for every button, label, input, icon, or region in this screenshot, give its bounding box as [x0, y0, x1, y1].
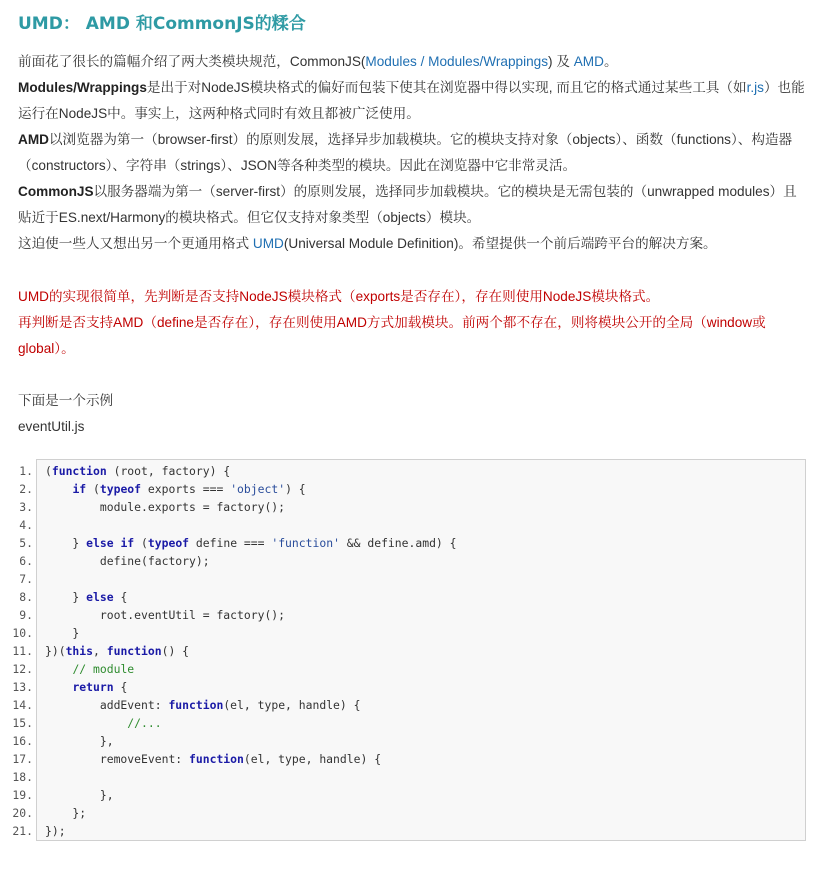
code-line: [37, 768, 805, 786]
example-caption: 下面是一个示例: [18, 393, 114, 408]
code-line: });: [45, 824, 66, 838]
impl-line-2: 再判断是否支持AMD（define是否存在），存在则使用AMD方式加载模块。前两个都不存在，则将模块公开的全局（window或global）。: [18, 315, 766, 356]
code-line: (function (root, factory) {: [45, 464, 231, 478]
intro-paragraph-3: AMD以浏览器为第一（browser-first）的原则发展，选择异步加载模块。它的模块支持对象（objects）、函数（functions）、构造器（constructors）、字符串（strings）、JSON等各种类型的模块。因此在浏览器中它非常灵活。: [18, 132, 793, 173]
line-number: 15.: [12, 716, 33, 730]
link-amd[interactable]: AMD: [573, 54, 604, 69]
line-number: 2.: [19, 482, 33, 496]
code-line: },: [45, 788, 114, 802]
link-rjs[interactable]: r.js: [746, 80, 764, 95]
line-number: 7.: [19, 572, 33, 586]
line-number-gutter: [0, 462, 35, 840]
code-line: removeEvent: function(el, type, handle) {: [45, 752, 382, 766]
code-line: }: [45, 626, 80, 640]
code-line: [37, 570, 805, 588]
impl-line-1: UMD的实现很简单，先判断是否支持NodeJS模块格式（exports是否存在），存在则使用NodeJS模块格式。: [18, 289, 660, 304]
line-number: 4.: [19, 518, 33, 532]
line-number: 9.: [19, 608, 33, 622]
line-number: 13.: [12, 680, 33, 694]
code-line: [37, 516, 805, 534]
line-number: 18.: [12, 770, 33, 784]
line-number: 1.: [19, 464, 33, 478]
implementation-note: [18, 284, 808, 362]
line-number: 14.: [12, 698, 33, 712]
line-number: 5.: [19, 536, 33, 550]
code-lines: [37, 462, 805, 840]
line-number: 6.: [19, 554, 33, 568]
code-line: addEvent: function(el, type, handle) {: [45, 698, 361, 712]
code-line: };: [45, 806, 87, 820]
line-number: 11.: [12, 644, 33, 658]
line-number: 20.: [12, 806, 33, 820]
code-line: })(this, function() {: [45, 644, 190, 658]
code-line: } else {: [45, 590, 128, 604]
code-line: //...: [127, 716, 162, 730]
code-line: if (typeof exports === 'object') {: [72, 482, 306, 496]
code-block: [12, 459, 806, 841]
section-heading: UMD： AMD 和CommonJS的糅合: [18, 14, 306, 34]
intro-block: [18, 49, 808, 257]
intro-paragraph-1: 前面花了很长的篇幅介绍了两大类模块规范，CommonJS(Modules / Modules/Wrappings) 及 AMD。: [18, 54, 618, 69]
code-line: },: [45, 734, 114, 748]
line-number: 12.: [12, 662, 33, 676]
link-modules-wrappings[interactable]: Modules / Modules/Wrappings: [365, 54, 549, 69]
code-line: } else if (typeof define === 'function' && define.amd) {: [45, 536, 457, 550]
intro-paragraph-2: Modules/Wrappings是出于对NodeJS模块格式的偏好而包装下使其在浏览器中得以实现, 而且它的格式通过某些工具（如r.js）也能运行在NodeJS中。事实上，这两种格式同时有效且都被广泛使用。: [18, 80, 805, 121]
example-filename: eventUtil.js: [18, 419, 85, 434]
code-line: // module: [72, 662, 135, 676]
link-umd[interactable]: UMD: [252, 236, 284, 251]
line-number: 3.: [19, 500, 33, 514]
code-line: return {: [72, 680, 128, 694]
line-number: 10.: [12, 626, 33, 640]
intro-paragraph-5: 这迫使一些人又想出另一个更通用格式 UMD(Universal Module Definition)。希望提供一个前后端跨平台的解决方案。: [18, 236, 717, 251]
line-number: 16.: [12, 734, 33, 748]
line-number: 17.: [12, 752, 33, 766]
code-line: define(factory);: [45, 554, 210, 568]
intro-paragraph-4: CommonJS以服务器端为第一（server-first）的原则发展，选择同步加载模块。它的模块是无需包装的（unwrapped modules）且贴近于ES.next/Harmony的模块格式。但它仅支持对象类型（objects）模块。: [18, 184, 797, 225]
line-number: 8.: [19, 590, 33, 604]
code-line: root.eventUtil = factory();: [45, 608, 286, 622]
line-number: 21.: [12, 824, 33, 838]
example-intro: [18, 388, 808, 440]
code-line: module.exports = factory();: [45, 500, 286, 514]
line-number: 19.: [12, 788, 33, 802]
